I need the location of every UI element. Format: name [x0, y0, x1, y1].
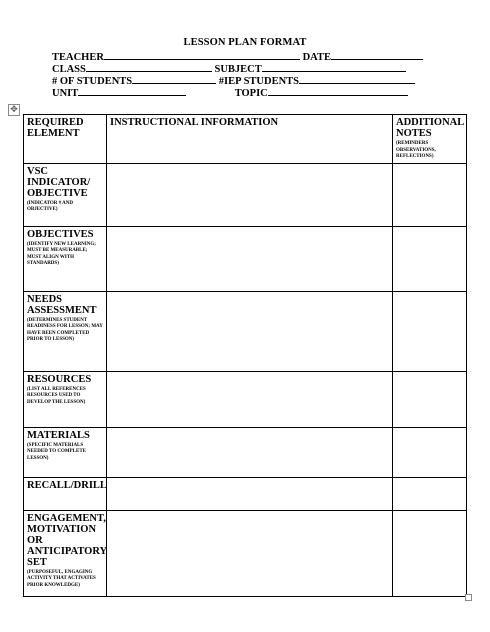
- notes-heading: ADDITIONAL NOTES: [396, 117, 464, 139]
- table-row: [24, 477, 467, 510]
- class-label: CLASS: [52, 64, 86, 75]
- date-field[interactable]: [331, 50, 423, 60]
- page-title: LESSON PLAN FORMAT: [183, 37, 307, 48]
- row-description: (IDENTIFY NEW LEARNING; MUST BE MEASURABLE; MUST ALIGN WITH STANDARDS): [27, 241, 96, 266]
- teacher-label: TEACHER: [52, 52, 104, 63]
- class-field[interactable]: [86, 62, 212, 72]
- table-row: [24, 427, 467, 477]
- row-label: NEEDS ASSESSMENT: [27, 293, 97, 316]
- row-label: ENGAGEMENT, MOTIVATION OR ANTICIPATORY SET: [27, 512, 107, 568]
- iep-label: #IEP STUDENTS: [218, 76, 300, 87]
- notes-subheading: (REMINDERS OBSERVATIONS, REFLECTIONS): [396, 141, 436, 159]
- table-header-row: [24, 115, 467, 164]
- table-row: [24, 226, 467, 291]
- instructional-cell[interactable]: [107, 427, 393, 477]
- lesson-plan-table: [23, 114, 467, 597]
- row-label: RECALL/DRILL: [27, 479, 107, 491]
- notes-cell[interactable]: [393, 427, 467, 477]
- unit-topic-line: [52, 86, 408, 100]
- iep-field[interactable]: [299, 74, 415, 84]
- row-label: OBJECTIVES: [27, 228, 94, 240]
- date-label: DATE: [302, 52, 331, 63]
- resize-icon[interactable]: [465, 594, 472, 601]
- subject-label: SUBJECT: [214, 64, 262, 75]
- unit-label: UNIT: [52, 88, 79, 99]
- table-row: [24, 510, 467, 596]
- notes-cell[interactable]: [393, 291, 467, 371]
- row-description: (INDICATOR # AND OBJECTIVE): [27, 200, 73, 212]
- row-description: (SPECIFIC MATERIALS NEEDED TO COMPLETE LESSON): [27, 442, 86, 461]
- move-icon[interactable]: ✥: [8, 104, 20, 116]
- topic-field[interactable]: [268, 86, 408, 96]
- row-label-cell[interactable]: [24, 477, 107, 510]
- column-header-instructional[interactable]: [107, 115, 393, 164]
- row-description: (LIST ALL REFERENCES RESOURCES USED TO DEVELOP THE LESSON): [27, 386, 86, 405]
- subject-field[interactable]: [262, 62, 406, 72]
- row-description: (DETERMINES STUDENT READINESS FOR LESSON; MAY HAVE BEEN COMPLETED PRIOR TO LESSON): [27, 317, 103, 342]
- notes-cell[interactable]: [393, 371, 467, 427]
- row-label: VSC INDICATOR/ OBJECTIVE: [27, 165, 91, 199]
- required-element-heading: REQUIRED ELEMENT: [27, 117, 84, 139]
- column-header-notes[interactable]: [393, 115, 467, 164]
- instructional-cell[interactable]: [107, 226, 393, 291]
- teacher-field[interactable]: [104, 50, 300, 60]
- row-label-cell[interactable]: [24, 371, 107, 427]
- instructional-cell[interactable]: [107, 163, 393, 226]
- row-description: (PURPOSEFUL, ENGAGING ACTIVITY THAT ACTIVATES PRIOR KNOWLEDGE): [27, 569, 96, 588]
- row-label-cell[interactable]: [24, 226, 107, 291]
- students-field[interactable]: [132, 74, 216, 84]
- row-label-cell[interactable]: [24, 163, 107, 226]
- students-label: # OF STUDENTS: [52, 76, 133, 87]
- instructional-heading: INSTRUCTIONAL INFORMATION: [110, 117, 279, 128]
- row-label-cell[interactable]: [24, 291, 107, 371]
- notes-cell[interactable]: [393, 226, 467, 291]
- instructional-cell[interactable]: [107, 510, 393, 596]
- notes-cell[interactable]: [393, 163, 467, 226]
- row-label-cell[interactable]: [24, 427, 107, 477]
- table-row: [24, 371, 467, 427]
- table-row: [24, 163, 467, 226]
- topic-label: TOPIC: [234, 88, 268, 99]
- unit-field[interactable]: [78, 86, 186, 96]
- table-row: [24, 291, 467, 371]
- row-label: MATERIALS: [27, 429, 90, 441]
- instructional-cell[interactable]: [107, 291, 393, 371]
- notes-cell[interactable]: [393, 477, 467, 510]
- instructional-cell[interactable]: [107, 477, 393, 510]
- notes-cell[interactable]: [393, 510, 467, 596]
- instructional-cell[interactable]: [107, 371, 393, 427]
- column-header-required[interactable]: [24, 115, 107, 164]
- row-label-cell[interactable]: [24, 510, 107, 596]
- row-label: RESOURCES: [27, 373, 92, 385]
